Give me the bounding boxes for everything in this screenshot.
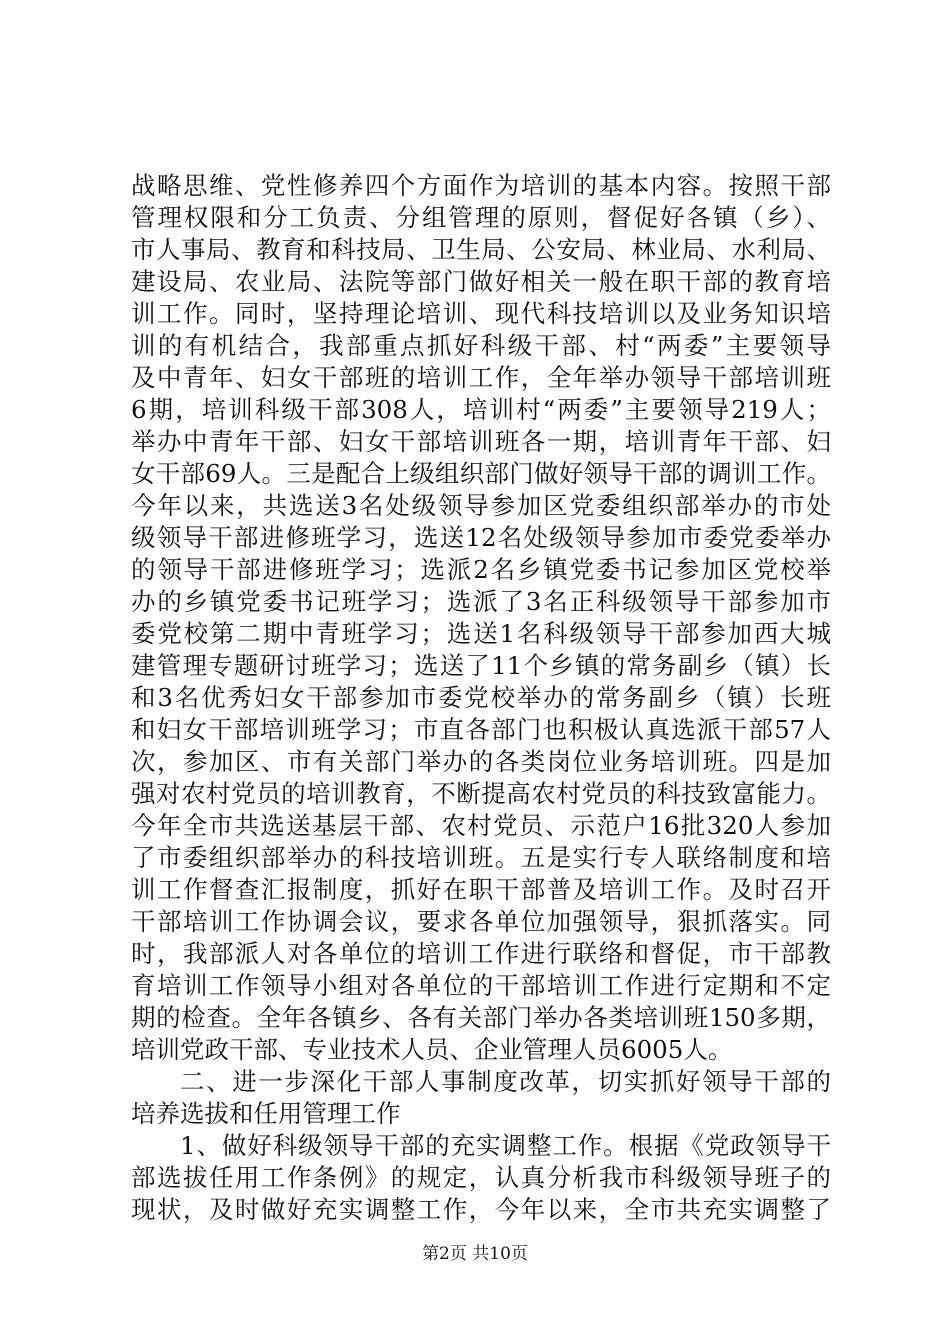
text-line: 期的检查。全年各镇乡、各有关部门举办各类培训班150多期， [131, 1003, 831, 1032]
text-line: 管理权限和分工负责、分组管理的原则，督促好各镇（乡）、 [131, 203, 831, 232]
text-line: 次，参加区、市有关部门举办的各类岗位业务培训班。四是加 [131, 747, 831, 776]
text-line: 市人事局、教育和科技局、卫生局、公安局、林业局、水利局、 [131, 235, 831, 264]
text-line: 6期，培训科级干部308人，培训村“两委”主要领导219人； [131, 395, 831, 424]
text-line: 和妇女干部培训班学习；市直各部门也积极认真选派干部57人 [131, 715, 831, 744]
text-line: 训工作督查汇报制度，抓好在职干部普及培训工作。及时召开 [131, 875, 831, 904]
text-line: 培养选拔和任用管理工作 [131, 1099, 401, 1128]
text-line: 战略思维、党性修养四个方面作为培训的基本内容。按照干部 [131, 171, 831, 200]
text-line: 训工作。同时，坚持理论培训、现代科技培训以及业务知识培 [131, 299, 831, 328]
text-line: 女干部69人。三是配合上级组织部门做好领导干部的调训工作。 [131, 459, 831, 488]
text-line: 办的乡镇党委书记班学习；选派了3名正科级领导干部参加市 [131, 587, 831, 616]
text-line: 干部培训工作协调会议，要求各单位加强领导，狠抓落实。同 [131, 907, 831, 936]
page-footer: 第2页 共10页 [422, 1244, 528, 1264]
text-line: 培训党政干部、专业技术人员、企业管理人员6005人。 [131, 1035, 733, 1064]
text-line: 训的有机结合，我部重点抓好科级干部、村“两委”主要领导 [131, 331, 831, 360]
text-line: 建管理专题研讨班学习；选送了11个乡镇的常务副乡（镇）长 [131, 651, 831, 680]
text-line: 强对农村党员的培训教育，不断提高农村党员的科技致富能力。 [131, 779, 831, 808]
text-line: 育培训工作领导小组对各单位的干部培训工作进行定期和不定 [131, 971, 831, 1000]
text-line: 的领导干部进修班学习；选派2名乡镇党委书记参加区党校举 [131, 555, 831, 584]
text-line: 级领导干部进修班学习，选送12名处级领导参加市委党委举办 [131, 523, 831, 552]
text-line: 1、做好科级领导干部的充实调整工作。根据《党政领导干 [180, 1131, 831, 1160]
text-line: 举办中青年干部、妇女干部培训班各一期，培训青年干部、妇 [131, 427, 831, 456]
text-line: 现状，及时做好充实调整工作，今年以来，全市共充实调整了 [131, 1195, 831, 1224]
text-line: 部选拔任用工作条例》的规定，认真分析我市科级领导班子的 [131, 1163, 831, 1192]
body-text [131, 170, 831, 1226]
text-line: 和3名优秀妇女干部参加市委党校举办的常务副乡（镇）长班 [131, 683, 831, 712]
text-line: 时，我部派人对各单位的培训工作进行联络和督促，市干部教 [131, 939, 831, 968]
text-line: 了市委组织部举办的科技培训班。五是实行专人联络制度和培 [131, 843, 831, 872]
text-line: 建设局、农业局、法院等部门做好相关一般在职干部的教育培 [131, 267, 831, 296]
text-line: 今年以来，共选送3名处级领导参加区党委组织部举办的市处 [131, 491, 831, 520]
text-line: 二、进一步深化干部人事制度改革，切实抓好领导干部的 [180, 1067, 831, 1096]
text-line: 及中青年、妇女干部班的培训工作，全年举办领导干部培训班 [131, 363, 831, 392]
text-line: 委党校第二期中青班学习；选送1名科级领导干部参加西大城 [131, 619, 831, 648]
text-line: 今年全市共选送基层干部、农村党员、示范户16批320人参加 [131, 811, 831, 840]
